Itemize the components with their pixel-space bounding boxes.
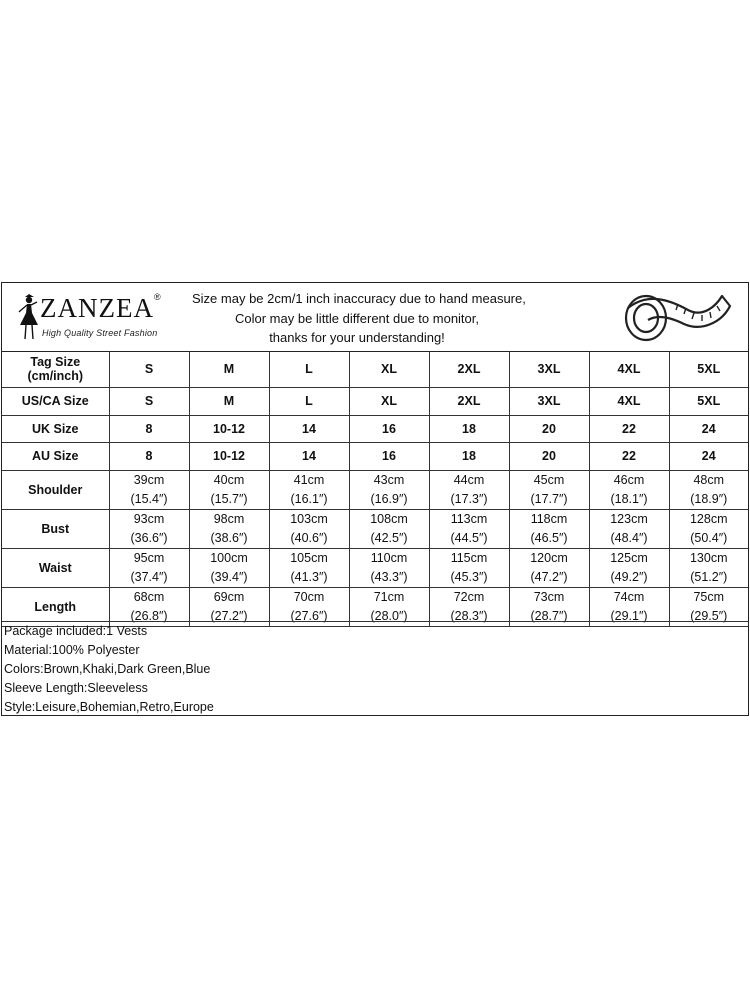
cm-value: 120cm [530, 550, 568, 565]
table-cell: 8 [109, 415, 189, 442]
size-header-cell: S [109, 351, 189, 387]
measurement-cell [109, 509, 189, 548]
size-chart [1, 282, 749, 716]
brand-tagline: High Quality Street Fashion [42, 328, 158, 338]
measurement-cell [349, 509, 429, 548]
inch-value: (28.0″) [370, 608, 408, 623]
measurement-cell [109, 548, 189, 587]
cm-value: 125cm [610, 550, 648, 565]
inch-value: (15.7″) [210, 491, 248, 506]
cm-value: 43cm [373, 472, 405, 487]
cm-value: 45cm [533, 472, 565, 487]
inch-value: (48.4″) [610, 530, 648, 545]
table-cell: 16 [349, 415, 429, 442]
measurement-cell [429, 470, 509, 509]
row-label: Length [2, 587, 109, 626]
au-size-row [2, 442, 748, 470]
bust-row [2, 509, 748, 548]
inch-value: (51.2″) [690, 569, 728, 584]
size-header-cell: XL [349, 351, 429, 387]
row-label: Waist [2, 548, 109, 587]
inch-value: (17.7″) [530, 491, 568, 506]
inch-value: (27.2″) [210, 608, 248, 623]
cm-value: 46cm [613, 472, 645, 487]
size-table [2, 351, 748, 627]
cm-value: 39cm [133, 472, 165, 487]
inch-value: (49.2″) [610, 569, 648, 584]
registered-mark: ® [154, 292, 161, 302]
info-line: Sleeve Length:Sleeveless [4, 681, 148, 695]
cm-value: 100cm [210, 550, 248, 565]
inch-value: (27.6″) [290, 608, 328, 623]
cm-value: 105cm [290, 550, 328, 565]
measurement-cell [509, 548, 589, 587]
cm-value: 103cm [290, 511, 328, 526]
waist-row [2, 548, 748, 587]
inch-value: (44.5″) [450, 530, 488, 545]
cm-value: 68cm [133, 589, 165, 604]
product-info [2, 621, 748, 717]
size-header-cell: 4XL [589, 351, 669, 387]
uk-size-row [2, 415, 748, 442]
inch-value: (43.3″) [370, 569, 408, 584]
cm-value: 108cm [370, 511, 408, 526]
size-header-cell: L [269, 351, 349, 387]
table-cell: 24 [669, 442, 748, 470]
inch-value: (42.5″) [370, 530, 408, 545]
brand-logo [16, 291, 186, 345]
cm-value: 123cm [610, 511, 648, 526]
inch-value: (46.5″) [530, 530, 568, 545]
measurement-notice [192, 289, 526, 348]
table-cell: 8 [109, 442, 189, 470]
inch-value: (37.4″) [130, 569, 168, 584]
measurement-cell [429, 509, 509, 548]
cm-value: 44cm [453, 472, 485, 487]
measurement-cell [669, 548, 748, 587]
table-cell: 3XL [509, 387, 589, 415]
cm-value: 40cm [213, 472, 245, 487]
cm-value: 113cm [450, 511, 488, 526]
table-cell: 18 [429, 442, 509, 470]
cm-value: 95cm [133, 550, 165, 565]
measurement-cell [189, 548, 269, 587]
cm-value: 73cm [533, 589, 565, 604]
table-cell: XL [349, 387, 429, 415]
notice-line: thanks for your understanding! [269, 330, 445, 345]
table-cell: 18 [429, 415, 509, 442]
measurement-cell [189, 470, 269, 509]
row-label: AU Size [2, 442, 109, 470]
measurement-cell [109, 470, 189, 509]
notice-line: Color may be little different due to monitor, [235, 310, 479, 326]
inch-value: (16.9″) [370, 491, 408, 506]
cm-value: 98cm [213, 511, 245, 526]
table-cell: 5XL [669, 387, 748, 415]
measurement-cell [349, 470, 429, 509]
inch-value: (29.5″) [690, 608, 728, 623]
table-cell: 10-12 [189, 415, 269, 442]
info-line: Material:100% Polyester [4, 643, 140, 657]
table-cell: S [109, 387, 189, 415]
inch-value: (18.9″) [690, 491, 728, 506]
table-cell: 22 [589, 442, 669, 470]
inch-value: (16.1″) [290, 491, 328, 506]
measurement-cell [589, 509, 669, 548]
cm-value: 74cm [613, 589, 645, 604]
cm-value: 70cm [293, 589, 325, 604]
info-line: Style:Leisure,Bohemian,Retro,Europe [4, 700, 214, 714]
table-cell: L [269, 387, 349, 415]
cm-value: 72cm [453, 589, 485, 604]
cm-value: 118cm [530, 511, 568, 526]
table-cell: 4XL [589, 387, 669, 415]
measurement-cell [269, 509, 349, 548]
inch-value: (38.6″) [210, 530, 248, 545]
us-ca-size-row [2, 387, 748, 415]
inch-value: (29.1″) [610, 608, 648, 623]
cm-value: 115cm [450, 550, 488, 565]
cm-value: 75cm [693, 589, 725, 604]
row-label: Shoulder [2, 470, 109, 509]
size-header-cell: 2XL [429, 351, 509, 387]
inch-value: (39.4″) [210, 569, 248, 584]
inch-value: (28.7″) [530, 608, 568, 623]
row-label: UK Size [2, 415, 109, 442]
table-cell: 16 [349, 442, 429, 470]
measuring-tape-icon [618, 286, 738, 348]
inch-value: (28.3″) [450, 608, 488, 623]
size-header-cell: M [189, 351, 269, 387]
info-line: Package included:1 Vests [4, 624, 148, 638]
size-header-cell: 5XL [669, 351, 748, 387]
measurement-cell [669, 509, 748, 548]
inch-value: (40.6″) [290, 530, 328, 545]
chart-header [2, 283, 748, 352]
table-cell: 24 [669, 415, 748, 442]
measurement-cell [509, 470, 589, 509]
measurement-cell [269, 548, 349, 587]
table-cell: M [189, 387, 269, 415]
table-cell: 10-12 [189, 442, 269, 470]
cm-value: 128cm [689, 511, 728, 526]
table-cell: 20 [509, 442, 589, 470]
table-cell: 22 [589, 415, 669, 442]
info-line: Colors:Brown,Khaki,Dark Green,Blue [4, 662, 211, 676]
cm-value: 130cm [689, 550, 728, 565]
cm-value: 69cm [213, 589, 245, 604]
measurement-cell [349, 548, 429, 587]
fashion-silhouette-icon [16, 291, 42, 345]
table-cell: 14 [269, 415, 349, 442]
measurement-cell [589, 470, 669, 509]
inch-value: (36.6″) [130, 530, 168, 545]
measurement-cell [189, 509, 269, 548]
table-cell: 2XL [429, 387, 509, 415]
measurement-cell [429, 548, 509, 587]
inch-value: (47.2″) [530, 569, 568, 584]
measurement-cell [509, 509, 589, 548]
tag-size-row [2, 351, 748, 387]
table-cell: 20 [509, 415, 589, 442]
inch-value: (41.3″) [290, 569, 328, 584]
cm-value: 93cm [133, 511, 165, 526]
measurement-cell [669, 470, 748, 509]
size-header-cell: 3XL [509, 351, 589, 387]
inch-value: (15.4″) [130, 491, 168, 506]
cm-value: 41cm [293, 472, 325, 487]
table-cell: 14 [269, 442, 349, 470]
shoulder-row [2, 470, 748, 509]
cm-value: 71cm [373, 589, 405, 604]
row-label: Bust [2, 509, 109, 548]
cm-value: 110cm [370, 550, 408, 565]
measurement-cell [589, 548, 669, 587]
inch-value: (50.4″) [690, 530, 728, 545]
inch-value: (17.3″) [450, 491, 488, 506]
row-label: US/CA Size [2, 387, 109, 415]
cm-value: 48cm [693, 472, 725, 487]
tag-size-header: Tag Size (cm/inch) [2, 351, 109, 387]
inch-value: (45.3″) [450, 569, 488, 584]
brand-name: ZANZEA [40, 293, 154, 323]
inch-value: (26.8″) [130, 608, 168, 623]
measurement-cell [269, 470, 349, 509]
inch-value: (18.1″) [610, 491, 648, 506]
notice-line: Size may be 2cm/1 inch inaccuracy due to hand measure, [192, 291, 526, 306]
